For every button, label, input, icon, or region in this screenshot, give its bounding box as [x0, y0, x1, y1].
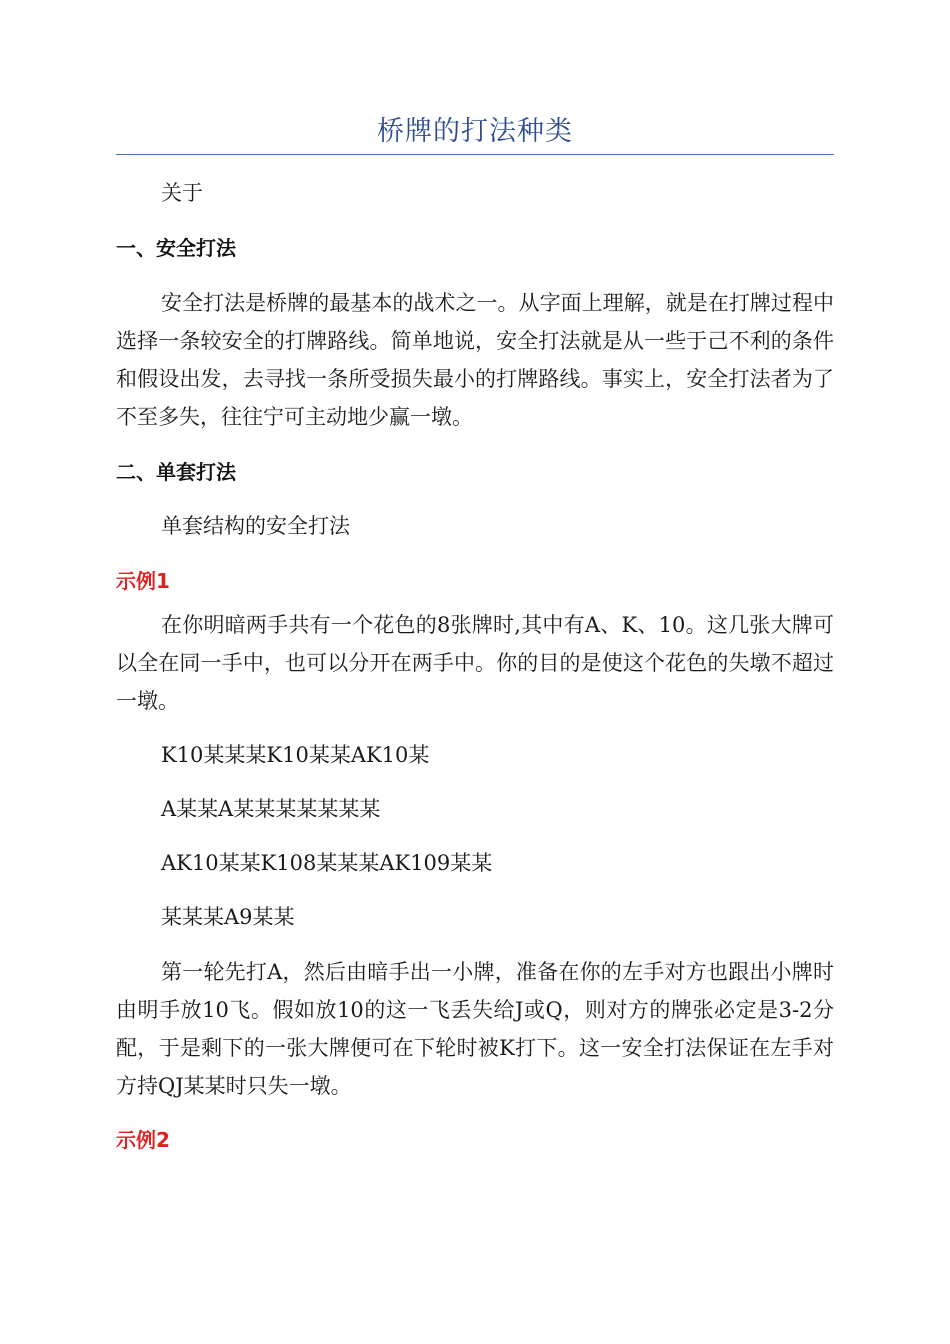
card-holding-line-2: A某某A某某某某某某某	[161, 797, 381, 821]
title-underline	[116, 154, 834, 155]
section-heading-safety-play: 一、安全打法	[116, 236, 236, 260]
card-holding-line-3: AK10某某K108某某某AK109某某	[161, 851, 493, 875]
section-paragraph-safety-play: 安全打法是桥牌的最基本的战术之一。从字面上理解，就是在打牌过程中选择一条较安全的打牌路线。简单地说，安全打法就是从一些于己不利的条件和假设出发，去寻找一条所受损失最小的打牌路线。事实上，安全打法者为了不至多失，往往宁可主动地少赢一墩。	[116, 291, 834, 429]
example-explanation-1: 第一轮先打A，然后由暗手出一小牌，准备在你的左手对方也跟出小牌时由明手放10飞。假如放10的这一飞丢失给J或Q，则对方的牌张必定是3-2分配，于是剩下的一张大牌便可在下轮时被K打下。这一安全打法保证在左手对方持QJ某某时只失一墩。	[116, 960, 834, 1098]
section-subtitle-single-suit: 单套结构的安全打法	[161, 514, 350, 538]
card-holding-line-1: K10某某某K10某某AK10某	[161, 743, 430, 767]
card-holding-line-4: 某某某A9某某	[161, 905, 295, 929]
intro-text: 关于	[161, 181, 203, 205]
section-heading-single-suit: 二、单套打法	[116, 460, 236, 484]
example-label-1: 示例1	[116, 569, 170, 593]
example-label-2: 示例2	[116, 1128, 170, 1152]
example-paragraph-1: 在你明暗两手共有一个花色的8张牌时,其中有A、K、10。这几张大牌可以全在同一手中，也可以分开在两手中。你的目的是使这个花色的失墩不超过一墩。	[116, 613, 834, 713]
document-title: 桥牌的打法种类	[377, 116, 573, 147]
